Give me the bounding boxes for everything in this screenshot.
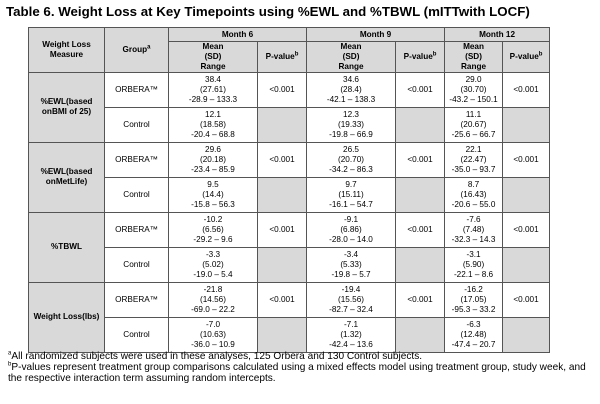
mean-sd-range-cell <box>307 72 396 107</box>
value-line: -9.1 <box>343 214 359 224</box>
mean-sd-range-cell <box>445 72 503 107</box>
value-line: 11.1 <box>465 109 482 119</box>
value-line: -3.4 <box>343 249 359 259</box>
value-line: (6.86) <box>340 224 362 234</box>
value-line: (14.4) <box>202 189 224 199</box>
header-pvalue: P-value$^b$ <box>258 42 307 73</box>
footnote-mark: b <box>538 51 543 58</box>
pvalue-cell <box>258 107 307 142</box>
value-line: -3.1 <box>466 249 481 259</box>
header-line: (SD) <box>342 51 360 61</box>
group-cell: ORBERA™ <box>105 72 169 107</box>
value-line: (12.48) <box>460 329 487 339</box>
pvalue-cell: <0.001 <box>503 282 550 317</box>
pvalue-cell <box>258 317 307 352</box>
measure-line: (based on <box>45 167 93 187</box>
measure-line: %EWL <box>40 167 67 177</box>
footnote-text: All randomized subjects were used in these analyses, 125 Orbera and 130 Control subjects. <box>11 351 423 362</box>
header-pvalue: P-value$^b$ <box>503 42 550 73</box>
pvalue-cell <box>396 107 445 142</box>
header-month: Month 6 <box>169 28 307 42</box>
value-line: -21.8 <box>203 284 223 294</box>
footnotes <box>8 351 594 385</box>
value-line: -16.2 <box>464 284 483 294</box>
value-line: -7.6 <box>466 214 481 224</box>
mean-sd-range-cell <box>445 317 503 352</box>
value-line: (5.33) <box>340 259 362 269</box>
pvalue-cell <box>258 247 307 282</box>
header-measure: Weight Loss Measure <box>29 28 105 73</box>
measure-line: MetLife) <box>55 177 88 187</box>
value-line: -36.0 – 10.9 <box>191 339 235 349</box>
value-line: (19.33) <box>338 119 364 129</box>
header-line: (SD) <box>204 51 222 61</box>
mean-sd-range-cell <box>169 72 258 107</box>
group-cell: ORBERA™ <box>105 142 169 177</box>
pvalue-cell: <0.001 <box>258 282 307 317</box>
pvalue-cell: <0.001 <box>503 142 550 177</box>
value-line: -29.2 – 9.6 <box>193 234 233 244</box>
pvalue-cell: <0.001 <box>396 282 445 317</box>
mean-sd-range-cell <box>169 212 258 247</box>
value-line: (5.90) <box>462 259 485 269</box>
measure-line: %TBWL <box>51 242 82 252</box>
value-line: -16.1 – 54.7 <box>329 199 373 209</box>
table-row <box>29 72 550 107</box>
value-line: -3.3 <box>205 249 221 259</box>
value-line: -6.3 <box>466 319 481 329</box>
value-line: -22.1 – 8.6 <box>453 269 494 279</box>
value-line: (15.11) <box>338 189 364 199</box>
value-line: -7.0 <box>205 319 221 329</box>
value-line: (1.32) <box>340 329 362 339</box>
table-row <box>29 282 550 317</box>
table-row <box>29 107 550 142</box>
mean-sd-range-cell <box>169 142 258 177</box>
value-line: -19.8 – 66.9 <box>329 129 373 139</box>
value-line: (28.4) <box>340 84 362 94</box>
header-month: Month 12 <box>445 28 550 42</box>
measure-line: Weight Loss <box>33 312 83 322</box>
value-line: -95.3 – 33.2 <box>451 304 496 314</box>
value-line: (17.05) <box>460 294 487 304</box>
value-line: (20.67) <box>460 119 487 129</box>
measure-cell <box>29 282 105 352</box>
value-line: 8.7 <box>467 179 480 189</box>
table-row <box>29 247 550 282</box>
value-line: (18.58) <box>200 119 226 129</box>
header-line: Range <box>338 61 364 71</box>
value-line: 9.5 <box>207 179 219 189</box>
value-line: -7.1 <box>343 319 359 329</box>
pvalue-cell <box>503 107 550 142</box>
mean-sd-range-cell <box>169 107 258 142</box>
mean-sd-range-cell <box>169 247 258 282</box>
header-pvalue: P-value$^b$ <box>396 42 445 73</box>
value-line: (5.02) <box>202 259 224 269</box>
measure-line: (based on <box>41 97 93 117</box>
value-line: (27.61) <box>200 84 226 94</box>
mean-sd-range-cell <box>307 317 396 352</box>
mean-sd-range-cell <box>307 107 396 142</box>
value-line: -28.0 – 14.0 <box>329 234 373 244</box>
table-row <box>29 212 550 247</box>
footnote-mark: a <box>8 350 12 357</box>
table-row <box>29 317 550 352</box>
value-line: 9.7 <box>345 179 357 189</box>
mean-sd-range-cell <box>445 282 503 317</box>
table-row <box>29 177 550 212</box>
header-row <box>29 28 550 42</box>
value-line: -19.0 – 5.4 <box>193 269 233 279</box>
mean-sd-range-cell <box>445 247 503 282</box>
value-line: (22.47) <box>460 154 487 164</box>
value-line: -42.1 – 138.3 <box>326 94 376 104</box>
header-line: (SD) <box>465 51 482 61</box>
value-line: -32.3 – 14.3 <box>451 234 496 244</box>
footnote <box>8 362 594 384</box>
mean-sd-range-cell <box>445 177 503 212</box>
pvalue-cell: <0.001 <box>503 212 550 247</box>
footnote <box>8 351 594 362</box>
value-line: -20.6 – 55.0 <box>451 199 496 209</box>
value-line: 12.1 <box>205 109 221 119</box>
header-mean-sd-range <box>445 42 503 73</box>
measure-line: %EWL <box>40 97 67 107</box>
value-line: 29.0 <box>465 74 482 84</box>
mean-sd-range-cell <box>445 107 503 142</box>
header-line: Range <box>461 61 487 71</box>
header-line: Range <box>200 61 226 71</box>
header-mean-sd-range <box>169 42 258 73</box>
pvalue-cell: <0.001 <box>396 212 445 247</box>
pvalue-cell <box>503 317 550 352</box>
mean-sd-range-cell <box>307 177 396 212</box>
value-line: -42.4 – 13.6 <box>329 339 373 349</box>
value-line: -35.0 – 93.7 <box>451 164 496 174</box>
value-line: (20.18) <box>200 154 226 164</box>
table-title: Table 6. Weight Loss at Key Timepoints using %EWL and %TBWL (mITTwith LOCF) <box>6 4 530 19</box>
pvalue-cell <box>258 177 307 212</box>
value-line: (14.56) <box>200 294 226 304</box>
pvalue-cell <box>503 247 550 282</box>
group-cell: ORBERA™ <box>105 282 169 317</box>
footnote-text: P-values represent treatment group comparisons calculated using a mixed effects model using treatment group, study week, and the respective interaction term assuming random intercepts. <box>8 362 586 385</box>
header-month: Month 9 <box>307 28 445 42</box>
value-line: -34.2 – 86.3 <box>329 164 373 174</box>
value-line: 29.6 <box>205 144 221 154</box>
group-cell: Control <box>105 107 169 142</box>
pvalue-cell <box>396 317 445 352</box>
value-line: 34.6 <box>343 74 359 84</box>
footnote-mark: a <box>147 44 151 51</box>
measure-line: BMI of 25) <box>51 107 92 117</box>
pvalue-cell: <0.001 <box>396 142 445 177</box>
header-line: Mean <box>463 42 484 51</box>
pvalue-cell: <0.001 <box>503 72 550 107</box>
mean-sd-range-cell <box>445 142 503 177</box>
measure-cell <box>29 212 105 282</box>
value-line: (7.48) <box>462 224 485 234</box>
mean-sd-range-cell <box>169 177 258 212</box>
group-cell: Control <box>105 247 169 282</box>
mean-sd-range-cell <box>307 282 396 317</box>
value-line: -19.4 <box>341 284 361 294</box>
measure-line: (lbs) <box>82 312 100 322</box>
value-line: (15.56) <box>338 294 364 304</box>
value-line: -28.9 – 133.3 <box>188 94 238 104</box>
value-line: (10.63) <box>200 329 226 339</box>
value-line: 26.5 <box>343 144 359 154</box>
mean-sd-range-cell <box>169 317 258 352</box>
value-line: -69.0 – 22.2 <box>191 304 235 314</box>
footnote-mark: b <box>432 51 437 58</box>
mean-sd-range-cell <box>307 247 396 282</box>
pvalue-cell: <0.001 <box>396 72 445 107</box>
mean-sd-range-cell <box>445 212 503 247</box>
pvalue-cell: <0.001 <box>258 212 307 247</box>
mean-sd-range-cell <box>169 282 258 317</box>
group-cell: ORBERA™ <box>105 212 169 247</box>
value-line: (6.56) <box>202 224 224 234</box>
pvalue-cell: <0.001 <box>258 142 307 177</box>
mean-sd-range-cell <box>307 212 396 247</box>
header-line: Mean <box>202 42 224 51</box>
footnote-mark: b <box>8 361 12 368</box>
footnote-mark: b <box>294 51 299 58</box>
header-mean-sd-range <box>307 42 396 73</box>
value-line: -82.7 – 32.4 <box>329 304 373 314</box>
value-line: -15.8 – 56.3 <box>191 199 235 209</box>
value-line: -20.4 – 68.8 <box>191 129 235 139</box>
value-line: (30.70) <box>460 84 487 94</box>
value-line: 12.3 <box>343 109 359 119</box>
header-group: Group$^a$ <box>105 28 169 73</box>
header-line: Mean <box>340 42 362 51</box>
pvalue-cell: <0.001 <box>258 72 307 107</box>
value-line: -47.4 – 20.7 <box>451 339 496 349</box>
value-line: (20.70) <box>338 154 364 164</box>
value-line: 22.1 <box>465 144 482 154</box>
value-line: 38.4 <box>205 74 221 84</box>
value-line: -19.8 – 5.7 <box>331 269 371 279</box>
value-line: -10.2 <box>203 214 223 224</box>
measure-cell <box>29 142 105 212</box>
value-line: -25.6 – 66.7 <box>451 129 496 139</box>
group-cell: Control <box>105 177 169 212</box>
mean-sd-range-cell <box>307 142 396 177</box>
value-line: -23.4 – 85.9 <box>191 164 235 174</box>
table-row <box>29 142 550 177</box>
group-cell: Control <box>105 317 169 352</box>
value-line: -43.2 – 150.1 <box>449 94 498 104</box>
measure-cell <box>29 72 105 142</box>
pvalue-cell <box>503 177 550 212</box>
weight-loss-table <box>28 27 550 353</box>
pvalue-cell <box>396 177 445 212</box>
value-line: (16.43) <box>460 189 487 199</box>
pvalue-cell <box>396 247 445 282</box>
